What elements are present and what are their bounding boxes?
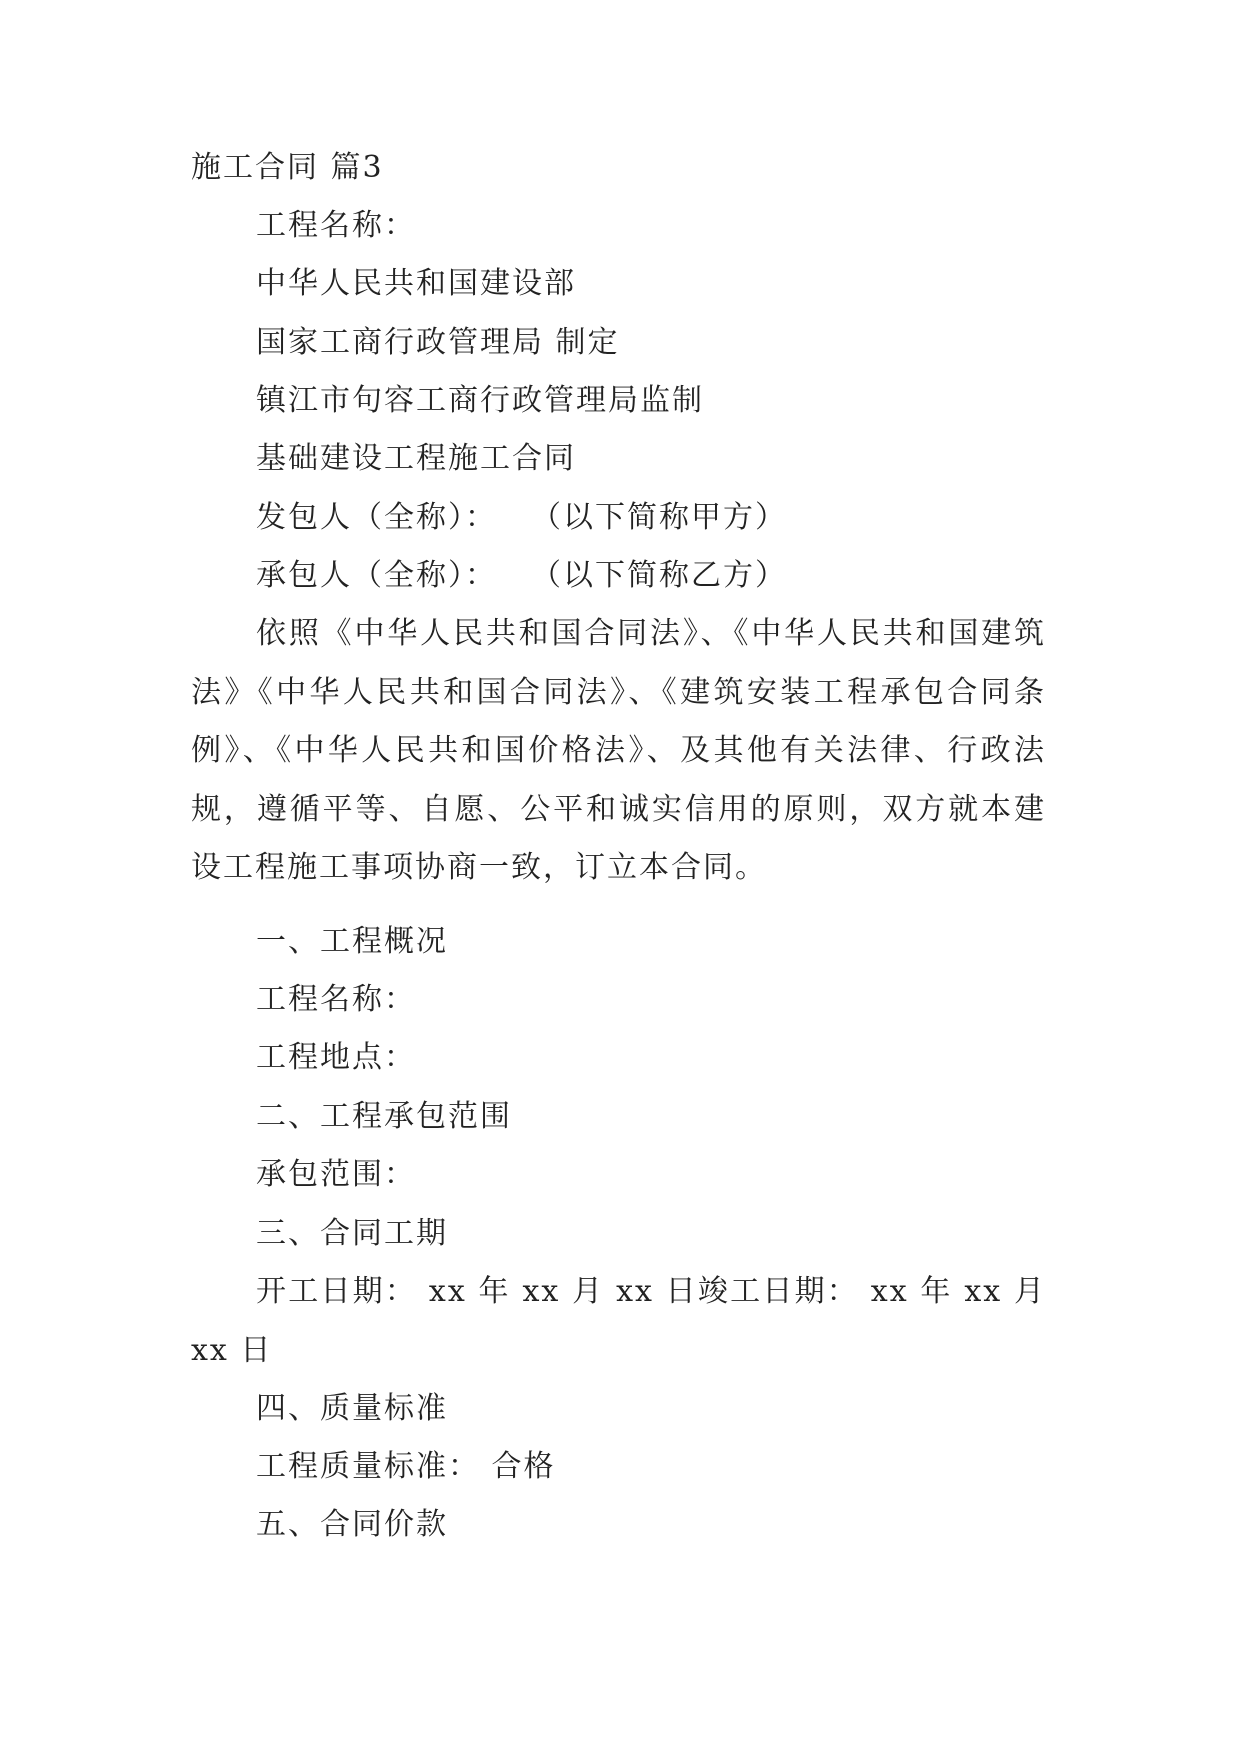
- scope-field: 承包范围：: [256, 1157, 416, 1192]
- issuer-ministry: 中华人民共和国建设部: [256, 266, 576, 301]
- schedule-dates: 开工日期： xx 年 xx 月 xx 日竣工日期： xx 年 xx 月 xx 日: [191, 1274, 1046, 1368]
- section-4-heading: 四、质量标准: [256, 1391, 448, 1426]
- project-location-field: 工程地点：: [256, 1040, 416, 1075]
- section-1-heading: 一、工程概况: [256, 924, 448, 959]
- section-5-heading: 五、合同价款: [256, 1507, 448, 1542]
- employer-label: 发包人（全称）：: [256, 500, 497, 535]
- project-name-label: 工程名称：: [256, 208, 416, 243]
- contractor-alias: （以下简称乙方）: [531, 558, 787, 593]
- intro-paragraph: 依照《中华人民共和国合同法》、《中华人民共和国建筑法》《中华人民共和国合同法》、《建筑安装工程承包合同条例》、《中华人民共和国价格法》、及其他有关法律、行政法规，遵循平等、自愿、公平和诚实信用的原则，双方就本建设工程施工事项协商一致，订立本合同。: [191, 616, 1046, 885]
- contract-name: 基础建设工程施工合同: [256, 441, 576, 476]
- quality-standard-field: 工程质量标准： 合格: [256, 1449, 556, 1484]
- contractor-line: [256, 556, 787, 596]
- section-3-heading: 三、合同工期: [256, 1216, 448, 1251]
- section-2-heading: 二、工程承包范围: [256, 1099, 512, 1134]
- contractor-label: 承包人（全称）：: [256, 558, 497, 593]
- supervisor-bureau: 镇江市句容工商行政管理局监制: [256, 383, 704, 418]
- employer-line: [256, 498, 787, 538]
- document-title: 施工合同 篇3: [191, 150, 384, 185]
- issuer-bureau: 国家工商行政管理局 制定: [256, 325, 620, 360]
- project-name-field: 工程名称：: [256, 982, 416, 1017]
- employer-alias: （以下简称甲方）: [531, 500, 787, 535]
